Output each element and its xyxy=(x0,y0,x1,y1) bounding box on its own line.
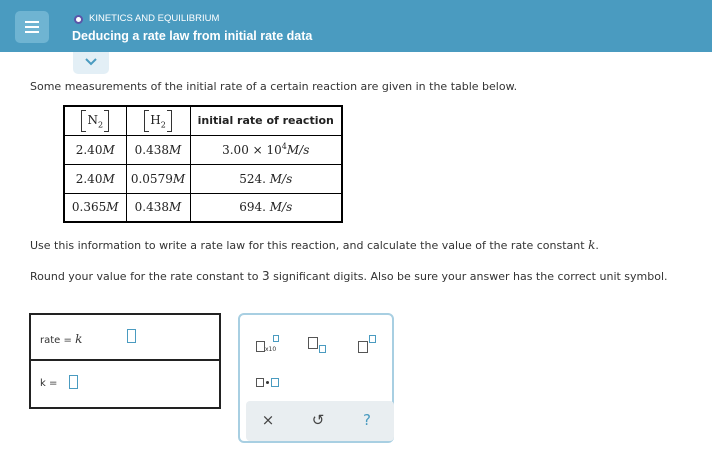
base-box-icon xyxy=(358,341,368,353)
multiply-dot-button[interactable] xyxy=(254,372,282,396)
collapse-toggle[interactable] xyxy=(73,52,109,74)
cell-rate: 524. M/s xyxy=(190,164,342,193)
cell-n2: 2.40M xyxy=(64,164,126,193)
math-palette xyxy=(238,313,394,443)
undo-icon[interactable]: ↺ xyxy=(311,411,325,429)
help-icon[interactable]: ? xyxy=(363,411,371,429)
cell-rate: $3.00 \times 10^4M/s$ xyxy=(190,135,342,164)
cell-n2: 0.365M xyxy=(64,193,126,222)
dot-icon xyxy=(266,381,269,384)
menu-button[interactable] xyxy=(15,11,49,43)
table-row xyxy=(64,135,342,164)
rate-constant-label: k = xyxy=(40,378,58,389)
clear-icon[interactable]: × xyxy=(261,411,275,429)
rate-constant-symbol: k xyxy=(588,238,596,252)
base-box-icon xyxy=(308,337,318,349)
subscript-button[interactable] xyxy=(304,333,332,357)
table-row xyxy=(64,164,342,193)
cell-h2: 0.0579M xyxy=(126,164,190,193)
exponent-box-icon xyxy=(273,335,279,342)
table-row xyxy=(64,193,342,222)
topic-label: KINETICS AND EQUILIBRIUM xyxy=(89,13,220,24)
rate-law-answer-row[interactable] xyxy=(31,315,219,361)
scientific-notation-button[interactable] xyxy=(254,333,282,357)
header-n2: $N_2$ xyxy=(64,106,126,135)
answer-box xyxy=(29,313,221,409)
left-box-icon xyxy=(256,378,264,387)
chevron-down-icon xyxy=(84,57,98,67)
question-text-2: Round your value for the rate constant to 3 significant digits. Also be sure your answer has the correct unit symbol. xyxy=(30,269,668,283)
page-title: Deducing a rate law from initial rate data xyxy=(72,29,313,43)
cell-h2: 0.438M xyxy=(126,135,190,164)
header-bar xyxy=(0,0,712,52)
sig-figs-value: 3 xyxy=(261,269,270,283)
topic-status-icon xyxy=(74,15,83,24)
rate-law-input[interactable] xyxy=(127,329,136,343)
rate-law-label: rate = k xyxy=(40,332,83,346)
superscript-box-icon xyxy=(369,335,376,343)
rate-constant-input[interactable] xyxy=(69,375,78,389)
superscript-button[interactable] xyxy=(354,333,382,357)
x10-label: x10 xyxy=(265,346,277,353)
cell-h2: 0.438M xyxy=(126,193,190,222)
cell-rate: 694. M/s xyxy=(190,193,342,222)
header-rate: initial rate of reaction xyxy=(190,106,342,135)
intro-text: Some measurements of the initial rate of a certain reaction are given in the table below. xyxy=(30,80,518,93)
rate-data-table xyxy=(63,105,343,223)
table-header-row xyxy=(64,106,342,135)
right-box-icon xyxy=(271,378,279,387)
rate-constant-answer-row[interactable] xyxy=(31,361,219,407)
palette-action-bar xyxy=(246,401,394,441)
hamburger-icon xyxy=(25,21,39,23)
base-box-icon xyxy=(256,341,265,352)
subscript-box-icon xyxy=(319,345,326,353)
question-text-1: Use this information to write a rate law for this reaction, and calculate the value of the rate constant k. xyxy=(30,238,599,252)
header-h2: $H_2$ xyxy=(126,106,190,135)
cell-n2: 2.40M xyxy=(64,135,126,164)
